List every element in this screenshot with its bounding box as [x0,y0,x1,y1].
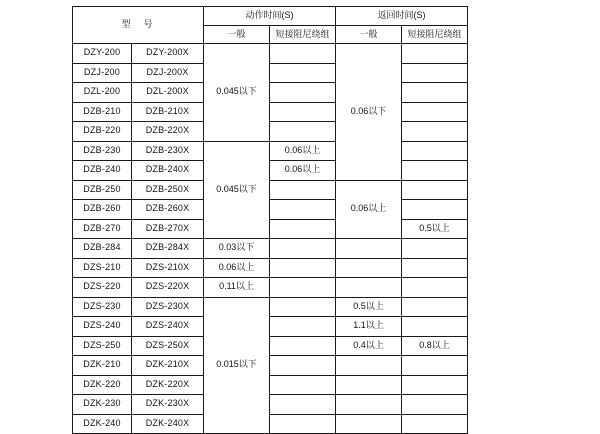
model-variant: DZK-220X [132,375,204,395]
return-shorted-value [402,317,468,337]
action-normal-value: 0.045以下 [204,44,270,142]
return-shorted-value [402,356,468,376]
return-shorted-value [402,63,468,83]
table-row [73,200,468,220]
action-normal-value: 0.06以上 [204,258,270,278]
return-normal-value: 0.5以上 [336,297,402,317]
action-shorted-value [270,297,336,317]
model-variant: DZB-260X [132,200,204,220]
model-primary: DZS-240 [73,317,132,337]
model-primary: DZB-240 [73,161,132,181]
return-normal-value [336,278,402,298]
table-row [73,297,468,317]
action-shorted-value [270,395,336,415]
return-shorted-value [402,395,468,415]
model-primary: DZL-200 [73,83,132,103]
return-shorted-value [402,200,468,220]
action-shorted-value [270,122,336,142]
return-normal-value [336,414,402,434]
return-shorted-value: 0.8以上 [402,336,468,356]
action-normal-value: 0.03以下 [204,239,270,259]
header-action-normal: 一般 [204,26,270,44]
model-variant: DZK-230X [132,395,204,415]
return-shorted-value [402,297,468,317]
model-variant: DZB-284X [132,239,204,259]
model-variant: DZB-210X [132,102,204,122]
action-normal-value: 0.045以下 [204,141,270,239]
return-normal-value: 1.1以上 [336,317,402,337]
model-primary: DZB-250 [73,180,132,200]
return-shorted-value [402,180,468,200]
action-shorted-value [270,258,336,278]
action-shorted-value [270,356,336,376]
return-shorted-value [402,375,468,395]
table-row [73,141,468,161]
return-normal-value [336,395,402,415]
action-shorted-value [270,219,336,239]
header-return-time: 返回时间(S) [336,7,468,26]
action-shorted-value: 0.06以上 [270,161,336,181]
return-shorted-value [402,102,468,122]
model-primary: DZB-284 [73,239,132,259]
action-shorted-value [270,180,336,200]
relay-timing-table [72,6,468,434]
table-row [73,180,468,200]
return-normal-value [336,375,402,395]
model-primary: DZK-240 [73,414,132,434]
model-variant: DZB-220X [132,122,204,142]
model-primary: DZB-230 [73,141,132,161]
header-action-time: 动作时间(S) [204,7,336,26]
action-shorted-value [270,63,336,83]
model-primary: DZY-200 [73,44,132,64]
model-primary: DZK-230 [73,395,132,415]
model-primary: DZK-210 [73,356,132,376]
action-normal-value: 0.11以上 [204,278,270,298]
model-variant: DZS-220X [132,278,204,298]
return-normal-value [336,258,402,278]
model-variant: DZL-200X [132,83,204,103]
action-shorted-value [270,83,336,103]
return-shorted-value [402,83,468,103]
model-primary: DZB-210 [73,102,132,122]
return-normal-value: 0.06以下 [336,44,402,181]
table-row [73,161,468,181]
table-header-row-1 [73,7,468,26]
return-shorted-value [402,122,468,142]
model-primary: DZJ-200 [73,63,132,83]
table-row [73,44,468,64]
table-row [73,356,468,376]
table-row [73,219,468,239]
table-row [73,375,468,395]
action-shorted-value [270,200,336,220]
action-shorted-value [270,278,336,298]
model-variant: DZK-210X [132,356,204,376]
action-shorted-value [270,414,336,434]
return-shorted-value [402,161,468,181]
return-shorted-value [402,414,468,434]
return-normal-value: 0.06以上 [336,180,402,239]
model-variant: DZB-230X [132,141,204,161]
return-shorted-value: 0.5以上 [402,219,468,239]
table-row [73,102,468,122]
model-variant: DZB-240X [132,161,204,181]
table-row [73,414,468,434]
action-shorted-value [270,239,336,259]
model-variant: DZK-240X [132,414,204,434]
return-shorted-value [402,258,468,278]
table-row [73,336,468,356]
header-action-shorted: 短接阻尼绕组 [270,26,336,44]
model-primary: DZS-250 [73,336,132,356]
header-model: 型 号 [73,7,204,44]
model-primary: DZK-220 [73,375,132,395]
table-row [73,317,468,337]
return-shorted-value [402,44,468,64]
return-normal-value [336,239,402,259]
action-shorted-value [270,336,336,356]
model-primary: DZS-230 [73,297,132,317]
table-row [73,395,468,415]
table-row [73,83,468,103]
model-variant: DZS-250X [132,336,204,356]
table-row [73,63,468,83]
table-row [73,239,468,259]
model-variant: DZB-250X [132,180,204,200]
action-shorted-value [270,44,336,64]
header-return-normal: 一般 [336,26,402,44]
action-normal-value: 0.015以下 [204,297,270,434]
model-primary: DZB-270 [73,219,132,239]
action-shorted-value: 0.06以上 [270,141,336,161]
table-row [73,258,468,278]
model-variant: DZJ-200X [132,63,204,83]
table-row [73,122,468,142]
model-variant: DZS-210X [132,258,204,278]
model-variant: DZB-270X [132,219,204,239]
model-variant: DZS-230X [132,297,204,317]
return-shorted-value [402,141,468,161]
header-return-shorted: 短接阻尼绕组 [402,26,468,44]
table-row [73,278,468,298]
model-primary: DZB-220 [73,122,132,142]
return-shorted-value [402,239,468,259]
return-normal-value: 0.4以上 [336,336,402,356]
model-primary: DZS-210 [73,258,132,278]
action-shorted-value [270,102,336,122]
model-variant: DZS-240X [132,317,204,337]
action-shorted-value [270,375,336,395]
model-variant: DZY-200X [132,44,204,64]
action-shorted-value [270,317,336,337]
model-primary: DZS-220 [73,278,132,298]
return-normal-value [336,356,402,376]
model-primary: DZB-260 [73,200,132,220]
return-shorted-value [402,278,468,298]
